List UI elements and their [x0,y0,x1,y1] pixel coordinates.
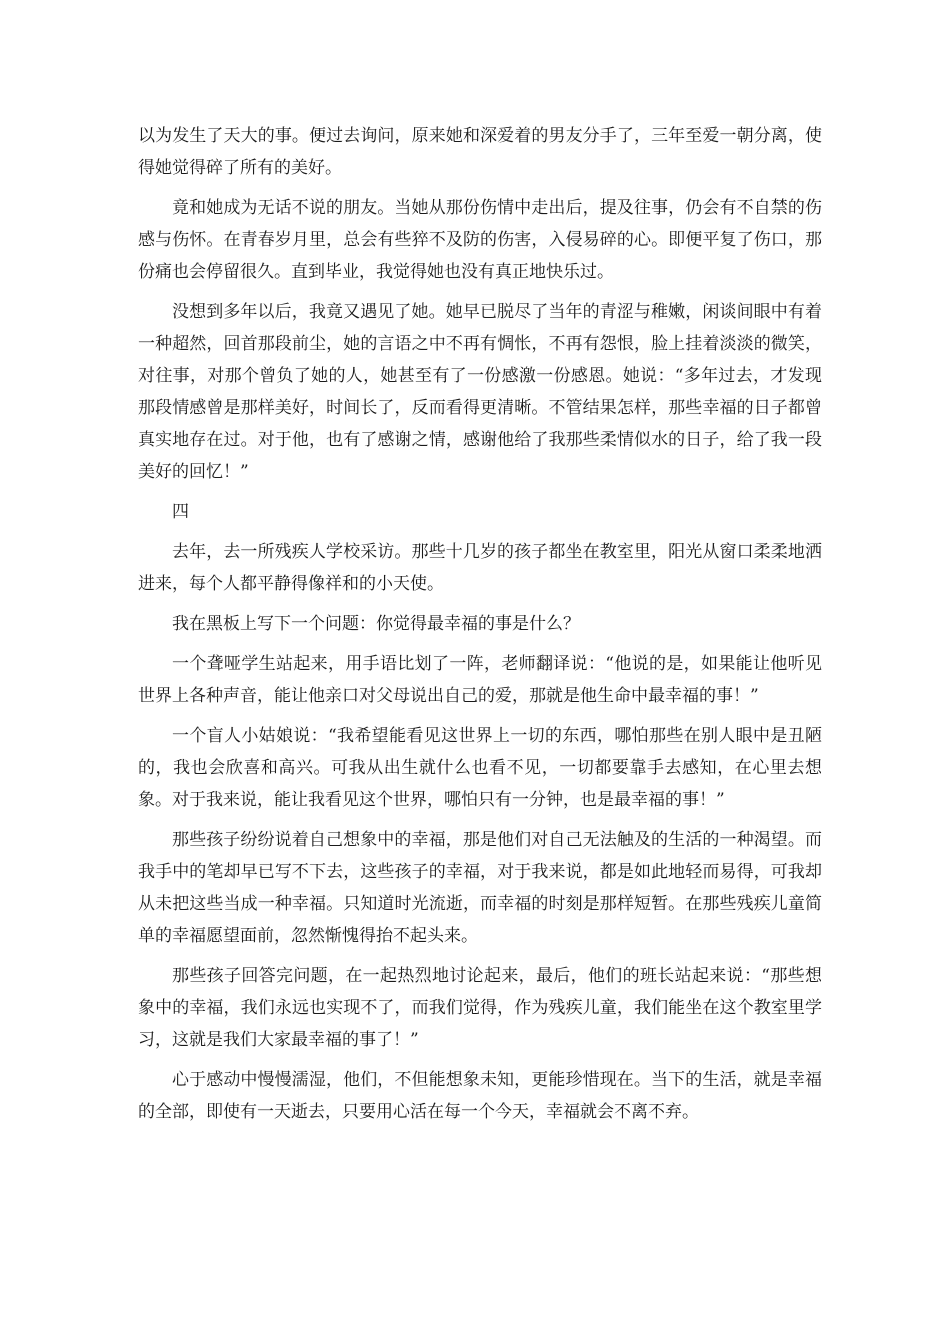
paragraph-8: 那些孩子纷纷说着自己想象中的幸福，那是他们对自己无法触及的生活的一种渴望。而我手中的笔却早已写不下去，这些孩子的幸福，对于我来说，都是如此地轻而易得，可我却从未把这些当成一种幸福。只知道时光流逝，而幸福的时刻是那样短暂。在那些残疾儿童简单的幸福愿望面前，忽然惭愧得抬不起头来。 [138,830,822,946]
paragraph-4: 去年，去一所残疾人学校采访。那些十几岁的孩子都坐在教室里，阳光从窗口柔柔地洒进来，每个人都平静得像祥和的小天使。 [138,542,822,594]
paragraph-10: 心于感动中慢慢濡湿，他们，不但能想象未知，更能珍惜现在。当下的生活，就是幸福的全部，即使有一天逝去，只要用心活在每一个今天，幸福就会不离不弃。 [138,1070,822,1122]
paragraph-1: 以为发生了天大的事。便过去询问，原来她和深爱着的男友分手了，三年至爱一朝分离，使得她觉得碎了所有的美好。 [138,126,822,178]
paragraph-6: 一个聋哑学生站起来，用手语比划了一阵，老师翻译说：“他说的是，如果能让他听见世界上各种声音，能让他亲口对父母说出自己的爱，那就是他生命中最幸福的事！” [138,654,822,706]
paragraph-5: 我在黑板上写下一个问题：你觉得最幸福的事是什么？ [172,614,580,634]
paragraph-9: 那些孩子回答完问题，在一起热烈地讨论起来，最后，他们的班长站起来说：“那些想象中的幸福，我们永远也实现不了，而我们觉得，作为残疾儿童，我们能坐在这个教室里学习，这就是我们大家最幸福的事了！” [138,966,822,1050]
paragraph-7: 一个盲人小姑娘说：“我希望能看见这世界上一切的东西，哪怕那些在别人眼中是丑陋的，我也会欣喜和高兴。可我从出生就什么也看不见，一切都要靠手去感知，在心里去想象。对于我来说，能让我看见这个世界，哪怕只有一分钟，也是最幸福的事！” [138,726,822,810]
paragraph-3: 没想到多年以后，我竟又遇见了她。她早已脱尽了当年的青涩与稚嫩，闲谈间眼中有着一种超然，回首那段前尘，她的言语之中不再有惆怅，不再有怨恨，脸上挂着淡淡的微笑，对往事，对那个曾负了她的人，她甚至有了一份感激一份感恩。她说：“多年过去，才发现那段情感曾是那样美好，时间长了，反而看得更清晰。不管结果怎样，那些幸福的日子都曾真实地存在过。对于他，也有了感谢之情，感谢他给了我那些柔情似水的日子，给了我一段美好的回忆！” [138,302,822,482]
paragraph-2: 竟和她成为无话不说的朋友。当她从那份伤情中走出后，提及往事，仍会有不自禁的伤感与伤怀。在青春岁月里，总会有些猝不及防的伤害，入侵易碎的心。即便平复了伤口，那份痛也会停留很久。直到毕业，我觉得她也没有真正地快乐过。 [138,198,822,282]
section-heading-four: 四 [172,502,189,522]
document-body [138,120,822,1136]
